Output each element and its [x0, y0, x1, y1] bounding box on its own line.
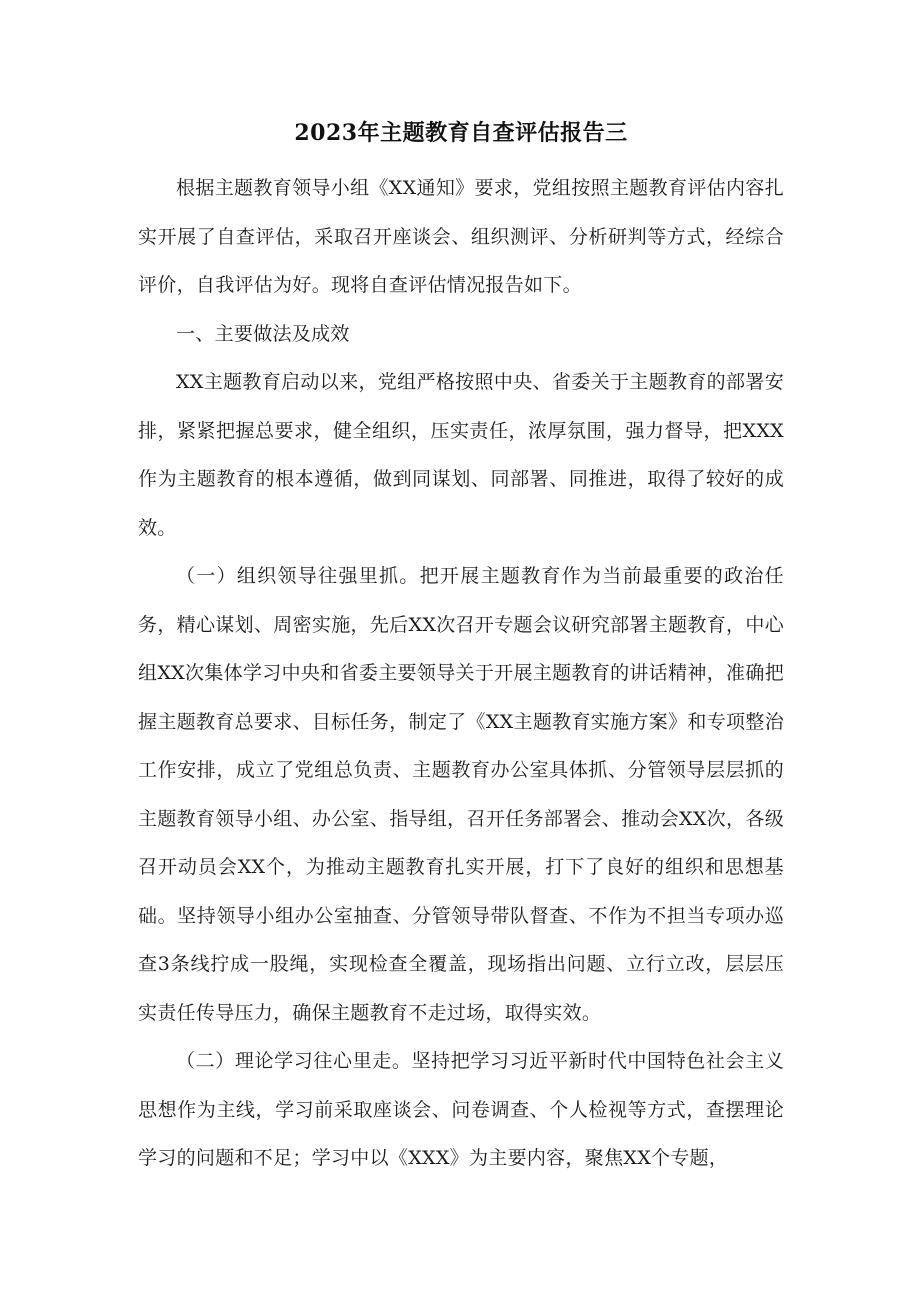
item-paragraph-theory-study: （二）理论学习往心里走。坚持把学习习近平新时代中国特色社会主义思想作为主线，学习前采取座谈会、问卷调查、个人检视等方式，查摆理论学习的问题和不足；学习中以《XXX》为主要内容，聚焦XX个专题，: [138, 1050, 784, 1169]
section-heading-main-practices: 一、主要做法及成效: [176, 322, 350, 345]
item-paragraph-organization-leadership: （一）组织领导往强里抓。把开展主题教育作为当前最重要的政治任务，精心谋划、周密实施，先后XX次召开专题会议研究部署主题教育，中心组XX次集体学习中央和省委主要领导关于开展主题教育的讲话精神，准确把握主题教育总要求、目标任务，制定了《XX主题教育实施方案》和专项整治工作安排，成立了党组总负责、主题教育办公室具体抓、分管领导层层抓的主题教育领导小组、办公室、指导组，召开任务部署会、推动会XX次，各级召开动员会XX个，为推动主题教育扎实开展，打下了良好的组织和思想基础。坚持领导小组办公室抽查、分管领导带队督查、不作为不担当专项办巡查3条线拧成一股绳，实现检查全覆盖，现场指出问题、立行立改，层层压实责任传导压力，确保主题教育不走过场，取得实效。: [138, 565, 784, 1024]
document-title: 2023年主题教育自查评估报告三: [294, 120, 628, 146]
intro-paragraph: 根据主题教育领导小组《XX通知》要求，党组按照主题教育评估内容扎实开展了自查评估，采取召开座谈会、组织测评、分析研判等方式，经综合评价，自我评估为好。现将自查评估情况报告如下。: [138, 177, 784, 296]
section-paragraph-overview: XX主题教育启动以来，党组严格按照中央、省委关于主题教育的部署安排，紧紧把握总要求，健全组织，压实责任，浓厚氛围，强力督导，把XXX作为主题教育的根本遵循，做到同谋划、同部署、同推进，取得了较好的成效。: [138, 371, 784, 539]
